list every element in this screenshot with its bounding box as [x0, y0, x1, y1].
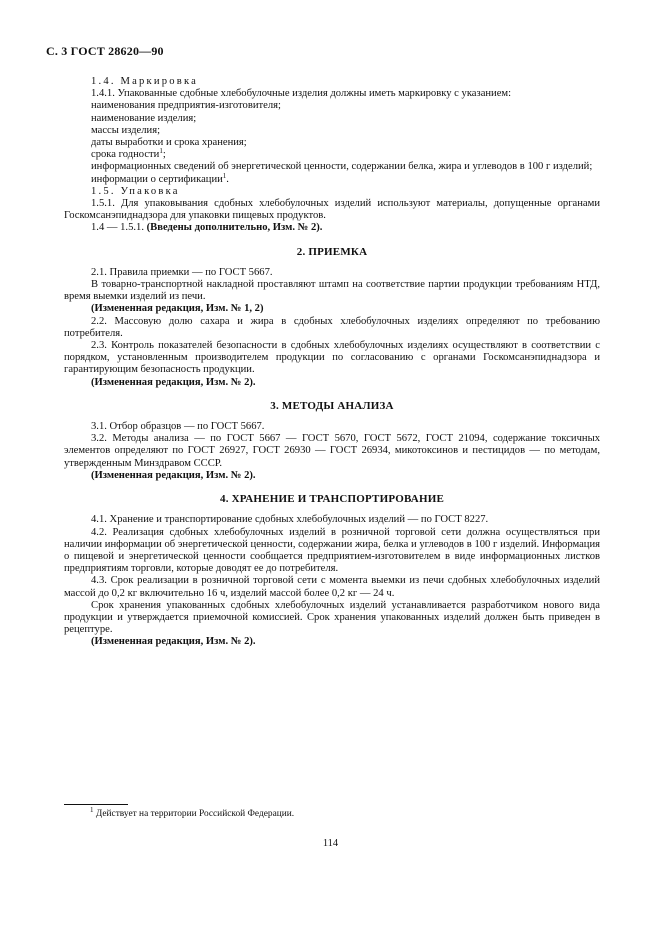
- page-header: С. 3 ГОСТ 28620—90: [46, 44, 164, 58]
- paragraph-3-1: 3.1. Отбор образцов — по ГОСТ 5667.: [91, 421, 265, 433]
- amendment-range: 1.4 — 1.5.1.: [91, 222, 147, 234]
- paragraph-1-5-1: 1.5.1. Для упаковывания сдобных хлебобулочных изделий используют материалы, допущенные органами Госкомсанэпиднадзора для упаковки пищевых продуктов.: [64, 198, 600, 222]
- amendment-note: (Измененная редакция, Изм. № 2).: [91, 636, 256, 648]
- paragraph-3-2: 3.2. Методы анализа — по ГОСТ 5667 — ГОСТ 5670, ГОСТ 5672, ГОСТ 21094, содержание токсичных элементов определяют по ГОСТ 26927, ГОСТ 26930 — ГОСТ 26934, микотоксинов и пестицидов — по методам, утвержденным Минздравом СССР.: [64, 433, 600, 469]
- paragraph-4-2: 4.2. Реализация сдобных хлебобулочных изделий в розничной торговой сети должна осуществляться при наличии информации об энергетической ценности, содержании жира, белка и углеводов в 100 г изделий. Информация о пищевой и энергетической ценности сообщается предприятием-изготовителем в виде информационных листков предприятиям торговли, которые доводят ее до потребителя.: [64, 526, 600, 575]
- footnote-divider: [64, 804, 128, 805]
- document-body: [64, 76, 600, 649]
- amendment-note: [64, 222, 600, 234]
- section-title-acceptance: 2. ПРИЕМКА: [296, 245, 368, 258]
- list-item-punct: ;: [162, 149, 166, 161]
- footnote-ref: 1: [222, 171, 227, 180]
- list-item: наименование изделия;: [91, 112, 197, 124]
- list-item: даты выработки и срока хранения;: [91, 137, 247, 149]
- list-item-punct: .: [226, 173, 229, 185]
- amendment-text: (Введены дополнительно, Изм. № 2).: [146, 222, 323, 234]
- footnote-text: Действует на территории Российской Федерации.: [95, 809, 295, 819]
- footnote: [90, 806, 295, 819]
- section-title-storage: 4. ХРАНЕНИЕ И ТРАНСПОРТИРОВАНИЕ: [220, 493, 444, 506]
- list-item-text: информации о сертификации: [91, 173, 223, 185]
- paragraph-4-3: 4.3. Срок реализации в розничной торговой сети с момента выемки из печи сдобных хлебобулочных изделий массой до 0,2 кг включительно 16 ч, изделий массой более 0,2 кг — 24 ч.: [64, 575, 600, 599]
- list-item: наименования предприятия-изготовителя;: [91, 100, 281, 112]
- list-item: массы изделия;: [91, 124, 161, 136]
- footnote-ref: 1: [159, 147, 163, 156]
- amendment-note: (Измененная редакция, Изм. № 2).: [91, 376, 256, 388]
- footnote-mark: 1: [90, 806, 94, 814]
- list-item-text: срока годности: [91, 149, 160, 161]
- paragraph-2-1: 2.1. Правила приемки — по ГОСТ 5667.: [91, 266, 273, 278]
- paragraph-2-2: 2.2. Массовую долю сахара и жира в сдобных хлебобулочных изделиях определяют по требованию потребителя.: [64, 315, 600, 339]
- subsection-packing-heading: 1.5. Упаковка: [91, 185, 180, 197]
- list-item: информационных сведений об энергетической ценности, содержании белка, жира и углеводов в 100 г изделий;: [91, 161, 593, 173]
- paragraph-4-3-storage: Срок хранения упакованных сдобных хлебобулочных изделий устанавливается разработчиком нового вида продукции и утверждается приемочной комиссией. Срок хранения упакованных изделий должен быть приведен в рецептуре.: [64, 599, 600, 636]
- paragraph-1-4-1: 1.4.1. Упакованные сдобные хлебобулочные изделия должны иметь маркировку с указанием:: [91, 88, 512, 100]
- amendment-note: (Измененная редакция, Изм. № 1, 2): [91, 303, 264, 315]
- section-title-methods: 3. МЕТОДЫ АНАЛИЗА: [270, 399, 394, 412]
- subsection-marking-heading: 1.4. Маркировка: [91, 76, 199, 87]
- paragraph-2-1-waybill: В товарно-транспортной накладной проставляют штамп на соответствие партии продукции требованиям НТД, время выемки изделий из печи.: [64, 279, 600, 303]
- amendment-note: (Измененная редакция, Изм. № 2).: [91, 469, 256, 481]
- paragraph-2-3: 2.3. Контроль показателей безопасности в сдобных хлебобулочных изделиях осуществляют в соответствии с порядком, установленным производителем продукции по согласованию с органами Госкомсанэпиднадзора и гарантирующим безопасность продукции.: [64, 340, 600, 376]
- list-item: [64, 171, 600, 186]
- paragraph-4-1: 4.1. Хранение и транспортирование сдобных хлебобулочных изделий — по ГОСТ 8227.: [91, 514, 489, 526]
- list-item: [64, 149, 600, 161]
- page-number: 114: [322, 838, 339, 849]
